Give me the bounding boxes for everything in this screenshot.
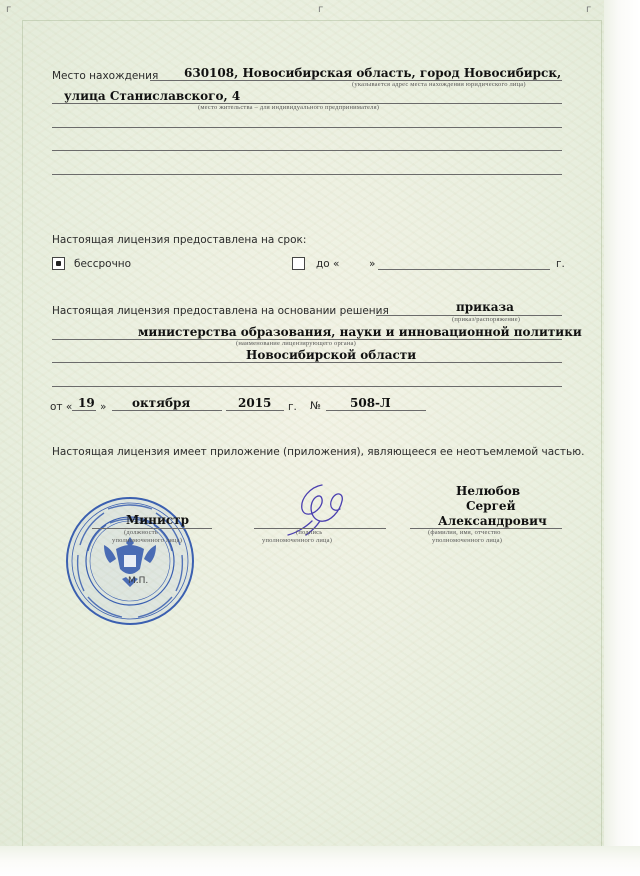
signatory-patronymic: Александрович xyxy=(438,514,547,528)
stamp-label: М.П. xyxy=(128,576,149,586)
location-address-line1: 630108, Новосибирская область, город Новосибирск, xyxy=(184,66,562,80)
date-year: 2015 xyxy=(238,396,272,410)
term-until-year-suffix: г. xyxy=(556,258,565,270)
license-number: 508-Л xyxy=(350,396,391,410)
signature-hint-1: (подпись xyxy=(296,529,323,536)
date-day: 19 xyxy=(78,396,95,410)
name-hint-1: (фамилия, имя, отчество xyxy=(428,529,501,536)
license-number-underline xyxy=(326,410,426,411)
term-unlimited-option: бессрочно xyxy=(74,258,132,270)
signature-hint-2: уполномоченного лица) xyxy=(262,537,333,544)
date-close-quote: » xyxy=(100,401,107,413)
date-from-label: от « xyxy=(50,401,73,413)
term-until-quote: » xyxy=(369,258,376,270)
blank-line xyxy=(52,127,562,128)
location-label: Место нахождения xyxy=(52,70,159,82)
blank-line xyxy=(52,174,562,175)
page-edge-right xyxy=(604,0,640,876)
checkbox-mark-icon xyxy=(56,261,61,266)
term-until-underline xyxy=(378,269,550,270)
location-hint1: (указывается адрес места нахождения юридического лица) xyxy=(352,81,526,88)
basis-doc-hint: (приказ/распоряжение) xyxy=(452,316,521,323)
number-sign: № xyxy=(310,400,321,412)
date-year-underline xyxy=(226,410,284,411)
appendix-note: Настоящая лицензия имеет приложение (приложения), являющееся ее неотъемлемой частью. xyxy=(52,446,585,458)
authority-line2: Новосибирской области xyxy=(246,348,417,362)
name-hint-2: уполномоченного лица) xyxy=(432,537,503,544)
basis-doc-type: приказа xyxy=(456,300,514,314)
date-month: октября xyxy=(132,396,191,410)
corner-mark-right: г xyxy=(586,4,592,15)
basis-label: Настоящая лицензия предоставлена на основании решения xyxy=(52,305,389,317)
signatory-name: Сергей xyxy=(466,499,516,513)
blank-line xyxy=(52,386,562,387)
page-border xyxy=(22,20,602,848)
location-address-line2: улица Станиславского, 4 xyxy=(64,89,241,103)
position-hint-2: уполномоченного лица) xyxy=(112,537,183,544)
term-until-prefix: до « xyxy=(316,258,340,270)
signatory-position: Министр xyxy=(126,513,189,527)
corner-mark-left: г xyxy=(6,4,12,15)
date-month-underline xyxy=(112,410,222,411)
authority-underline2 xyxy=(52,362,562,363)
date-year-suffix: г. xyxy=(288,401,297,413)
authority-line1: министерства образования, науки и инновационной политики xyxy=(138,325,582,339)
location-hint2: (место жительства – для индивидуального предпринимателя) xyxy=(198,104,380,111)
until-date-checkbox xyxy=(292,257,305,270)
date-day-underline xyxy=(72,410,96,411)
corner-mark-center: г xyxy=(318,4,324,15)
blank-line xyxy=(52,150,562,151)
unlimited-checkbox xyxy=(52,257,65,270)
term-label: Настоящая лицензия предоставлена на срок: xyxy=(52,234,307,246)
position-hint-1: (должность xyxy=(124,529,158,536)
page-edge-bottom xyxy=(0,846,640,876)
authority-hint: (наименование лицензирующего органа) xyxy=(236,340,356,347)
signatory-surname: Нелюбов xyxy=(456,484,521,498)
